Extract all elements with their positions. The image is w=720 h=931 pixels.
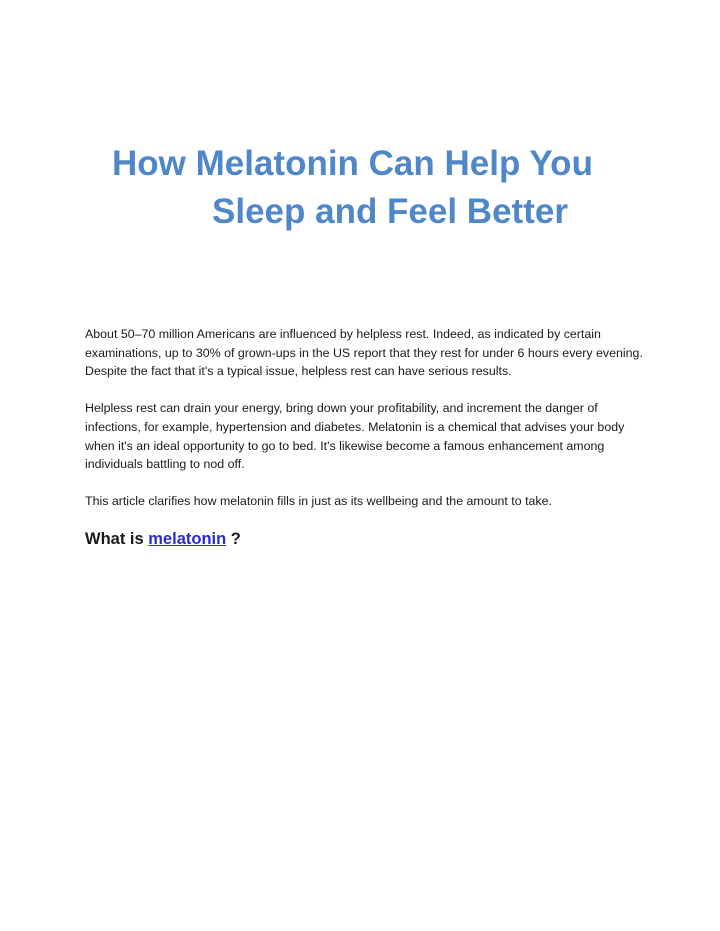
article-body	[85, 325, 645, 530]
title-line-2: Sleep and Feel Better	[212, 192, 568, 231]
paragraph-effects: Helpless rest can drain your energy, bring down your profitability, and increment the danger of infections, for example, hypertension and diabetes. Melatonin is a chemical that advises your body when it's an ideal opportunity to go to bed. It's likewise become a famous enhancement among individuals battling to nod off.	[85, 401, 625, 472]
section-heading-suffix: ?	[226, 530, 241, 548]
melatonin-link[interactable]: melatonin	[148, 530, 227, 548]
paragraph-summary: This article clarifies how melatonin fills in just as its wellbeing and the amount to take.	[85, 494, 552, 509]
section-heading-prefix: What is	[85, 530, 149, 548]
page-title	[0, 140, 720, 236]
paragraph-intro: About 50–70 million Americans are influenced by helpless rest. Indeed, as indicated by certain examinations, up to 30% of grown-ups in the US report that they rest for under 6 hours every evening. Despite the fact that it's a typical issue, helpless rest can have serious results.	[85, 327, 643, 379]
section-heading	[85, 527, 241, 551]
title-line-1: How Melatonin Can Help You	[112, 144, 593, 183]
